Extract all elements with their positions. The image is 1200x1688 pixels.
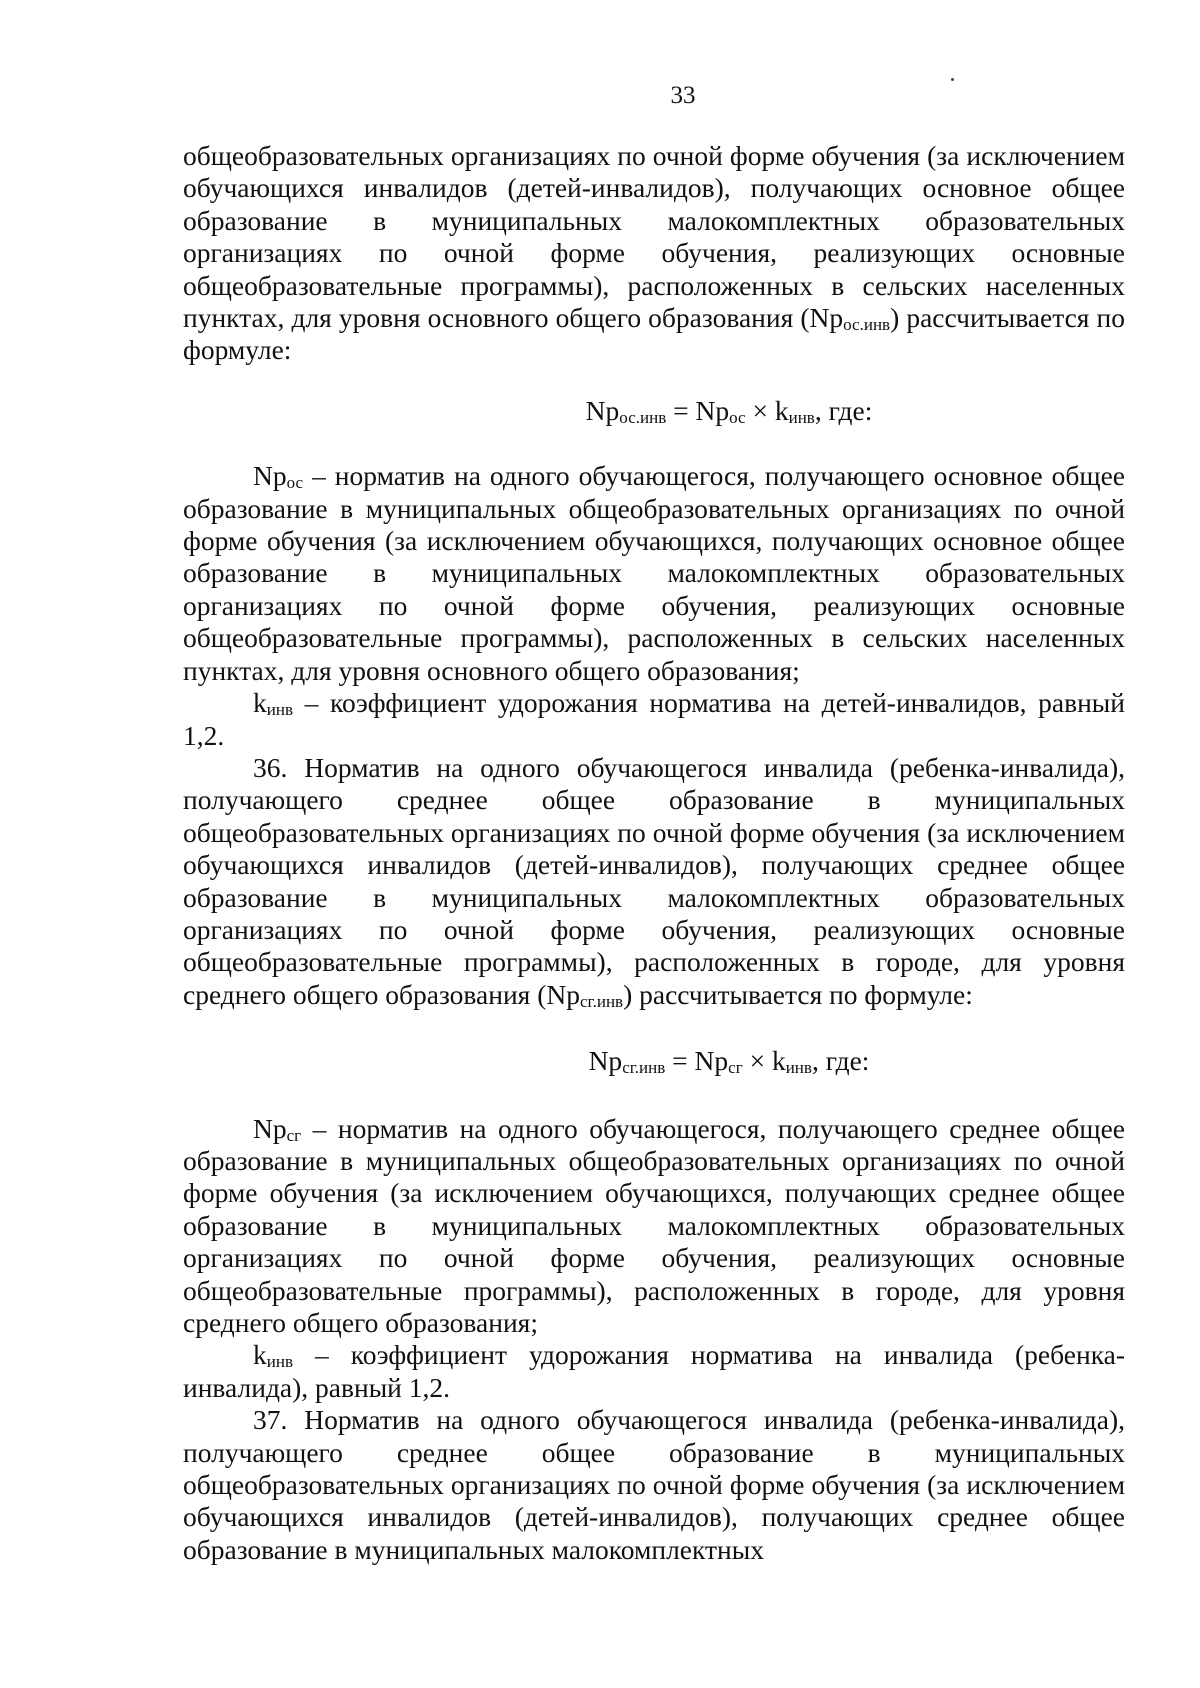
formula-times: × — [742, 1045, 772, 1077]
formula-basic-disabled — [183, 395, 1125, 427]
formula-secondary-disabled — [183, 1045, 1125, 1077]
formula-k-sub: инв — [785, 1058, 812, 1078]
definition-symbol: Np — [253, 1112, 287, 1144]
paragraph-text-end: ) рассчитывается по формуле: — [183, 302, 1125, 366]
definition-text: – норматив на одного обучающегося, получающего основное общее образование в муниципальных общеобразовательных организациях по очной форме обучения (за исключением обучающихся, получающих основное общее образование в муниципальных малокомплектных образовательных организациях по очной форме обучения, реализующих основные общеобразовательные программы), расположенных в сельских населенных пунктах, для уровня основного общего образования; — [183, 460, 1125, 686]
formula-times: × — [745, 394, 775, 426]
definition-k-inv-1 — [183, 687, 1125, 752]
definition-symbol: Np — [253, 460, 287, 492]
paragraph-text: 36. Норматив на одного обучающегося инвалида (ребенка-инвалида), получающего среднее общее образование в муниципальных общеобразовательных организациях по очной форме обучения (за исключением обучающихся инвалидов (детей-инвалидов), получающих среднее общее образование в муниципальных малокомплектных образовательных организациях по очной форме обучения, реализующих основные общеобразовательные программы), расположенных в городе, для уровня среднего общего образования ( — [183, 751, 1125, 1010]
document-body — [183, 140, 1125, 1566]
formula-np: Np — [694, 1045, 729, 1077]
definition-subscript: инв — [266, 700, 293, 720]
formula-lhs-sub: сг.инв — [622, 1058, 666, 1078]
paragraph-text: общеобразовательных организациях по очной форме обучения (за исключением обучающихся инвалидов (детей-инвалидов), получающих основное общее образование в муниципальных малокомплектных образовательных организациях по очной форме обучения, реализующих основные общеобразовательные программы), расположенных в сельских населенных пунктах, для уровня основного общего образования ( — [183, 140, 1125, 334]
definition-symbol: k — [253, 1339, 267, 1371]
paragraph-continuation — [183, 140, 1125, 367]
symbol: Np — [546, 978, 580, 1010]
definition-np-os — [183, 460, 1125, 687]
definition-np-sg — [183, 1113, 1125, 1340]
formula-equals: = — [665, 1045, 695, 1077]
formula-tail: , где: — [811, 1045, 870, 1077]
page-number: 33 — [670, 82, 696, 109]
formula-equals: = — [666, 394, 696, 426]
definition-text: – норматив на одного обучающегося, получающего среднее общее образование в муниципальных общеобразовательных организациях по очной форме обучения (за исключением обучающихся, получающих среднее общее образование в муниципальных малокомплектных образовательных организациях по очной форме обучения, реализующих основные общеобразовательные программы), расположенных в городе, для уровня среднего общего образования; — [183, 1112, 1125, 1338]
definition-subscript: ос — [286, 473, 304, 493]
definition-text: – коэффициент удорожания норматива на инвалида (ребенка-инвалида), равный 1,2. — [183, 1339, 1125, 1403]
formula-tail: , где: — [814, 394, 873, 426]
formula-np: Np — [695, 394, 730, 426]
formula-lhs: Np — [588, 1045, 623, 1077]
definition-k-inv-2 — [183, 1339, 1125, 1404]
formula-lhs-sub: ос.инв — [619, 407, 667, 427]
scan-speck — [951, 78, 954, 81]
symbol-subscript: ос.инв — [843, 315, 891, 335]
paragraph-36 — [183, 752, 1125, 1011]
formula-k-sub: инв — [788, 407, 815, 427]
paragraph-text-end: ) рассчитывается по формуле: — [623, 978, 973, 1010]
formula-np-sub: сг — [728, 1058, 743, 1078]
definition-subscript: инв — [266, 1352, 293, 1372]
symbol-subscript: сг.инв — [580, 991, 624, 1011]
formula-lhs: Np — [585, 394, 620, 426]
definition-text: – коэффициент удорожания норматива на детей-инвалидов, равный 1,2. — [183, 687, 1125, 751]
formula-k: k — [774, 394, 789, 426]
paragraph-text: 37. Норматив на одного обучающегося инвалида (ребенка-инвалида), получающего среднее общее образование в муниципальных общеобразовательных организациях по очной форме обучения (за исключением обучающихся инвалидов (детей-инвалидов), получающих среднее общее образование в муниципальных малокомплектных — [183, 1404, 1125, 1565]
definition-subscript: сг — [286, 1125, 302, 1145]
formula-np-sub: ос — [729, 407, 746, 427]
symbol: Np — [809, 302, 844, 334]
definition-symbol: k — [253, 687, 267, 719]
formula-k: k — [771, 1045, 786, 1077]
paragraph-37 — [183, 1404, 1125, 1566]
